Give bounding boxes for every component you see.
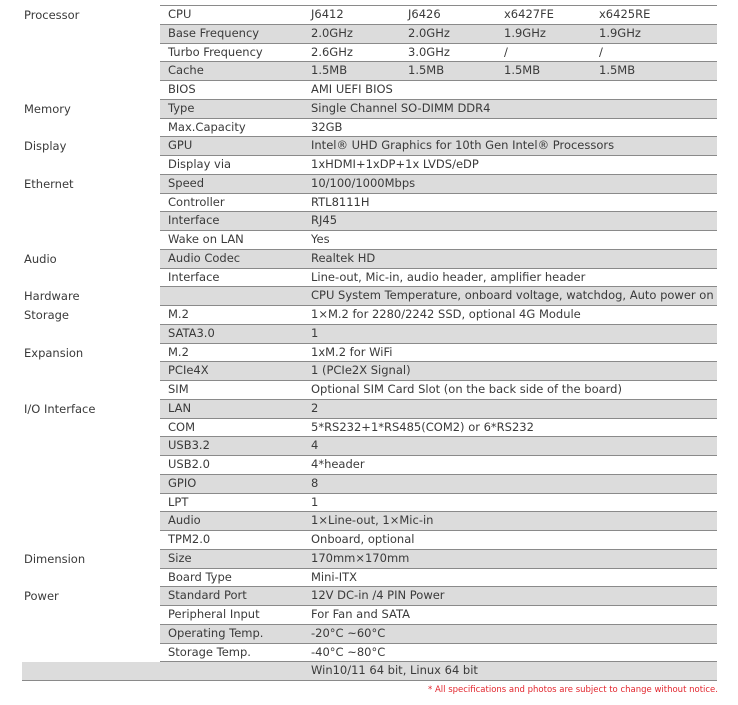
row-category: Memory <box>24 101 71 116</box>
row-label: COM <box>168 419 196 434</box>
table-row <box>22 212 717 231</box>
table-row <box>22 362 717 381</box>
table-row <box>22 62 717 81</box>
row-label: M.2 <box>168 344 189 359</box>
row-value: 1 (PCIe2X Signal) <box>311 363 411 378</box>
table-row <box>22 512 717 531</box>
row-category: I/O Interface <box>24 401 96 416</box>
row-value: 1xM.2 for WiFi <box>311 344 393 359</box>
row-category: Hardware <box>24 289 80 304</box>
table-row <box>22 606 717 625</box>
table-row <box>22 137 717 156</box>
row-value: 1×M.2 for 2280/2242 SSD, optional 4G Module <box>311 307 581 321</box>
table-row <box>22 400 717 419</box>
row-cell <box>160 344 717 363</box>
table-row <box>22 550 717 569</box>
table-row <box>22 194 717 213</box>
row-cell <box>160 287 717 306</box>
row-value: 5*RS232+1*RS485(COM2) or 6*RS232 <box>311 419 534 434</box>
row-cell <box>160 306 717 325</box>
row-label: Wake on LAN <box>168 232 244 246</box>
row-value: 1 <box>311 325 319 340</box>
table-row <box>22 119 717 138</box>
table-row <box>22 475 717 494</box>
row-value: 1.5MB <box>504 63 541 78</box>
table-row <box>22 325 717 344</box>
row-cell <box>160 606 717 625</box>
table-row <box>22 250 717 269</box>
row-value: For Fan and SATA <box>311 607 410 621</box>
row-value: 2.0GHz <box>311 25 353 40</box>
row-label: PCIe4X <box>168 363 209 378</box>
row-value: x6425RE <box>599 7 651 21</box>
table-row <box>22 100 717 119</box>
row-label: GPU <box>168 138 193 153</box>
row-label: Interface <box>168 213 220 228</box>
row-cell <box>160 194 717 213</box>
row-value: Win10/11 64 bit, Linux 64 bit <box>311 663 478 678</box>
row-cell <box>160 625 717 644</box>
row-value: / <box>599 44 603 59</box>
row-value: Single Channel SO-DIMM DDR4 <box>311 100 491 115</box>
table-row <box>22 81 717 100</box>
row-label: Turbo Frequency <box>168 44 263 59</box>
row-category: Ethernet <box>24 176 74 191</box>
row-value: CPU System Temperature, onboard voltage, watchdog, Auto power on <box>311 288 714 303</box>
row-label: TPM2.0 <box>168 532 211 546</box>
table-row <box>22 456 717 475</box>
row-value: Onboard, optional <box>311 532 415 546</box>
row-value: 1.9GHz <box>599 25 641 40</box>
row-value: Realtek HD <box>311 250 376 265</box>
row-label: Storage Temp. <box>168 644 251 659</box>
row-cell <box>160 512 717 531</box>
row-value: 1.9GHz <box>504 25 546 40</box>
row-label: Board Type <box>168 569 232 584</box>
row-label: GPIO <box>168 475 197 490</box>
row-cell <box>160 419 717 438</box>
row-label: Standard Port <box>168 588 247 603</box>
row-category: Audio <box>24 251 57 266</box>
row-label: USB3.2 <box>168 438 210 453</box>
row-label: Type <box>168 100 195 115</box>
row-value: Optional SIM Card Slot (on the back side of the board) <box>311 382 622 396</box>
table-row <box>22 231 717 250</box>
row-cell <box>160 494 717 513</box>
row-value: RTL8111H <box>311 194 370 209</box>
row-label: Speed <box>168 175 205 190</box>
row-label: Cache <box>168 63 204 78</box>
spec-rows <box>22 6 717 681</box>
table-row <box>22 175 717 194</box>
row-cell <box>160 269 717 288</box>
table-row <box>22 381 717 400</box>
row-value: 2.6GHz <box>311 44 353 59</box>
row-label: Peripheral Input <box>168 607 260 621</box>
row-label: Size <box>168 550 192 565</box>
row-label: SIM <box>168 382 189 396</box>
row-cell <box>160 362 717 381</box>
row-value: 32GB <box>311 119 343 134</box>
table-row <box>22 25 717 44</box>
table-row <box>22 625 717 644</box>
row-cell <box>160 100 717 119</box>
row-label: USB2.0 <box>168 457 210 471</box>
table-row <box>22 587 717 606</box>
row-label: Audio <box>168 513 201 528</box>
row-cell <box>160 569 717 588</box>
row-cell <box>160 381 717 400</box>
row-cell <box>160 44 717 63</box>
row-value: J6426 <box>408 7 441 21</box>
row-cell <box>160 587 717 606</box>
row-cell <box>160 644 717 663</box>
row-cell <box>160 212 717 231</box>
row-cell <box>160 400 717 419</box>
row-label: Controller <box>168 194 225 209</box>
spec-table <box>22 6 717 681</box>
table-row <box>22 44 717 63</box>
row-value: -20°C ~60°C <box>311 625 386 640</box>
row-category: Power <box>24 589 59 604</box>
row-value: -40°C ~80°C <box>311 644 386 659</box>
row-value: AMI UEFI BIOS <box>311 82 393 96</box>
row-value: 12V DC-in /4 PIN Power <box>311 588 445 603</box>
table-row <box>22 662 717 681</box>
row-value: Intel® UHD Graphics for 10th Gen Intel® Processors <box>311 138 615 153</box>
row-label: Operating Temp. <box>168 625 264 640</box>
row-value: 3.0GHz <box>408 44 450 59</box>
row-value: 1×Line-out, 1×Mic-in <box>311 513 434 528</box>
row-cell <box>160 62 717 81</box>
row-value: 1.5MB <box>311 63 348 78</box>
row-category: Expansion <box>24 345 84 360</box>
table-row <box>22 287 717 306</box>
row-label: BIOS <box>168 82 196 96</box>
row-category: Storage <box>24 308 69 322</box>
row-cell <box>160 25 717 44</box>
row-cell <box>160 437 717 456</box>
row-category: Processor <box>24 8 80 22</box>
row-value: Mini-ITX <box>311 569 358 584</box>
row-cell <box>160 156 717 175</box>
table-row <box>22 6 717 25</box>
row-value: 170mm×170mm <box>311 550 410 565</box>
table-row <box>22 644 717 663</box>
row-value: x6427FE <box>504 7 554 21</box>
row-label: LPT <box>168 494 189 509</box>
row-value: 1 <box>311 494 319 509</box>
row-value: 1.5MB <box>599 63 636 78</box>
row-label: Audio Codec <box>168 250 241 265</box>
row-label: SATA3.0 <box>168 325 215 340</box>
row-label: CPU <box>168 7 192 21</box>
row-value: 10/100/1000Mbps <box>311 175 416 190</box>
row-cell <box>160 550 717 569</box>
table-row <box>22 344 717 363</box>
row-cell <box>160 137 717 156</box>
row-cell <box>160 81 717 100</box>
row-value: Yes <box>311 232 330 246</box>
row-label: Max.Capacity <box>168 119 246 134</box>
row-value: 2.0GHz <box>408 25 450 40</box>
row-value: J6412 <box>311 7 344 21</box>
row-value: 2 <box>311 400 319 415</box>
row-label: M.2 <box>168 307 189 321</box>
row-label: Display via <box>168 157 232 171</box>
row-value: RJ45 <box>311 213 338 228</box>
row-cell <box>160 325 717 344</box>
row-value: 4 <box>311 438 319 453</box>
row-cell <box>160 250 717 269</box>
table-row <box>22 437 717 456</box>
row-value: 4*header <box>311 457 365 471</box>
row-cell <box>22 662 717 681</box>
row-cell <box>160 231 717 250</box>
table-row <box>22 419 717 438</box>
row-label: LAN <box>168 400 192 415</box>
row-label: Interface <box>168 269 220 284</box>
row-cell <box>160 475 717 494</box>
row-value: 1.5MB <box>408 63 445 78</box>
table-row <box>22 569 717 588</box>
table-row <box>22 269 717 288</box>
row-value: / <box>504 44 508 59</box>
row-value: 8 <box>311 475 319 490</box>
row-category: Display <box>24 139 67 154</box>
row-value: 1xHDMI+1xDP+1x LVDS/eDP <box>311 157 479 171</box>
table-row <box>22 156 717 175</box>
row-cell <box>160 456 717 475</box>
row-cell <box>160 175 717 194</box>
row-cell <box>160 6 717 25</box>
footnote: * All specifications and photos are subject to change without notice. <box>428 685 718 695</box>
row-label: Base Frequency <box>168 25 260 40</box>
row-category: Dimension <box>24 551 86 566</box>
table-row <box>22 306 717 325</box>
table-row <box>22 531 717 550</box>
row-cell <box>160 119 717 138</box>
row-value: Line-out, Mic-in, audio header, amplifier header <box>311 269 586 284</box>
row-cell <box>160 531 717 550</box>
table-row <box>22 494 717 513</box>
